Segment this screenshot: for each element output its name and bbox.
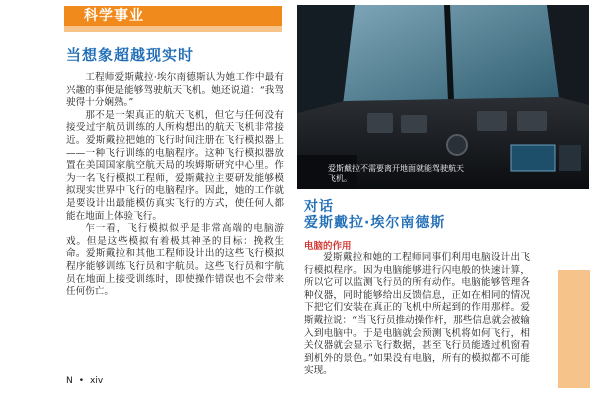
left-paragraph-2: 那不是一架真正的航天飞机，但它与任何没有接受过宇航员训练的人所构想出的航天飞机非常接近。爱斯戴拉把她的飞行时间注册在飞行模拟器上——一种飞行训练的电脑程序。这种飞行模拟器放置在美国国家航空航天局的埃姆斯研究中心里。作为一名飞行模拟工程师，爱斯戴拉主要研发能够模拟现实世界中飞行的电脑程序。因此，她的工作就是要设计出最能模仿真实飞行的方式，使任何人都能在地面上体验飞行。 (66, 109, 284, 222)
instrument-gauge (517, 111, 547, 131)
control-knob (447, 135, 467, 155)
footer-bullet: • (78, 376, 85, 386)
side-color-bar (558, 270, 590, 388)
left-body-column (66, 72, 284, 299)
tab-strip (64, 26, 282, 32)
left-paragraph-3: 乍一看，飞行模拟似乎是非常高端的电脑游戏。但是这些模拟有着极其神圣的目标：挽救生命。爱斯戴拉和其他工程师设计出的这些飞行模拟程序能够训练飞行员和宇航员。这些飞行员和宇航员在地面上接受训练时，即使操作错误也不会带来任何伤亡。 (66, 223, 284, 298)
window-divider (447, 5, 451, 101)
instrument-gauge (401, 115, 427, 133)
display-screen (511, 145, 555, 171)
cockpit-illustration (297, 5, 589, 189)
page-number: xiv (90, 376, 104, 386)
instrument-gauge (477, 111, 507, 131)
page-headline: 当想象超越现实时 (66, 46, 195, 64)
right-paragraph-1: 爱斯戴拉和她的工程师同事们利用电脑设计出飞行模拟程序。因为电脑能够进行闪电般的快速计算，所以它可以监测飞行员的所有动作。电脑能够管理各种仪器，同时能够给出反馈信息，正如在相同的情况下把它们安装在真正的飞机中所起到的作用那样。爱斯戴拉说：“当飞行员推动操作杆，那些信息就会被输入到电脑中。于是电脑就会预测飞机将如何飞行，相关仪器就会显示飞行数据，甚至飞行员能透过机窗看到机外的景色。”如果没有电脑，所有的模拟都不可能实现。 (304, 252, 530, 377)
photo-caption: 爱斯戴拉不需要离开地面就能驾驶航天飞机。 (328, 164, 464, 183)
interview-name: 爱斯戴拉·埃尔南德斯 (304, 215, 446, 231)
right-body-column (304, 252, 530, 378)
page-footer (66, 376, 103, 386)
cockpit-photo (297, 5, 589, 189)
section-tab: 科学事业 (64, 6, 282, 26)
footer-letter: N (66, 376, 73, 386)
section-subheading: 电脑的作用 (304, 241, 352, 252)
left-paragraph-1: 工程师爱斯戴拉·埃尔南德斯认为她工作中最有兴趣的事便是能够驾驶航天飞机。她还说道：“我驾驶得十分娴熟。” (66, 72, 284, 109)
instrument-gauge (367, 113, 393, 133)
interview-label: 对话 (304, 199, 334, 215)
